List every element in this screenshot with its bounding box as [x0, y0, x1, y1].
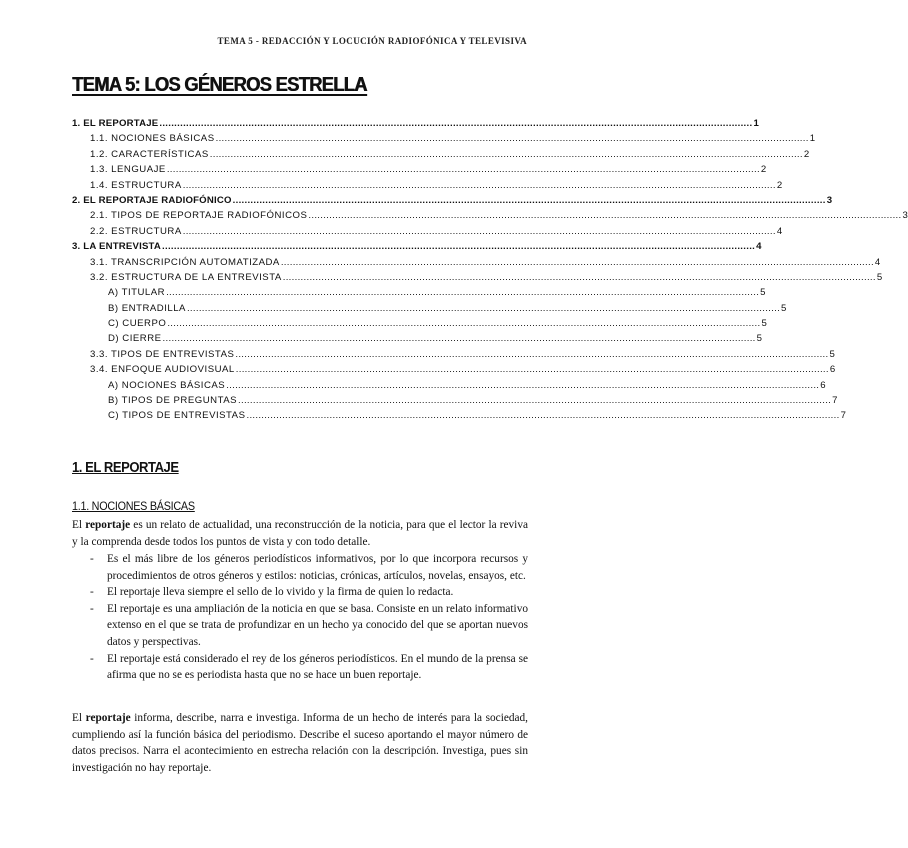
toc-page-number: 4 — [756, 241, 762, 253]
toc-entry-label: A) TITULAR — [108, 287, 166, 299]
toc-entry[interactable] — [72, 116, 759, 131]
toc-entry-label: C) TIPOS DE ENTREVISTAS — [108, 410, 246, 422]
toc-entry[interactable] — [72, 178, 783, 193]
table-of-contents — [72, 116, 908, 424]
toc-page-number: 6 — [829, 364, 836, 376]
section-heading: 1. EL REPORTAJE — [72, 460, 179, 476]
toc-page-number: 4 — [874, 256, 881, 268]
toc-entry-label: 1.4. ESTRUCTURA — [90, 179, 182, 191]
bullet-dash: - — [90, 553, 94, 565]
toc-entry[interactable] — [72, 347, 836, 362]
toc-page-number: 6 — [820, 379, 827, 391]
toc-entry[interactable] — [72, 285, 767, 300]
toc-entry-label: A) NOCIONES BÁSICAS — [108, 379, 226, 391]
toc-entry-label: 3.3. TIPOS DE ENTREVISTAS — [90, 348, 235, 360]
toc-page-number: 7 — [832, 395, 838, 407]
toc-entry-label: 3.4. ENFOQUE AUDIOVISUAL — [90, 364, 235, 376]
toc-entry-label: 2. EL REPORTAJE RADIOFÓNICO — [72, 194, 232, 206]
list-item — [72, 584, 528, 601]
bullet-dash: - — [90, 602, 94, 615]
toc-entry-label: 1.3. LENGUAJE — [90, 164, 166, 176]
toc-leader-dots: ........................................................................................................................................................................................................ — [186, 302, 781, 314]
toc-entry-label: 2.1. TIPOS DE REPORTAJE RADIOFÓNICOS — [90, 210, 308, 222]
toc-leader-dots: ........................................................................................................................................................................................................ — [182, 225, 776, 237]
intro-paragraph — [72, 517, 528, 550]
key-term: reportaje — [85, 519, 131, 531]
toc-entry[interactable] — [72, 255, 881, 270]
toc-entry-label: B) TIPOS DE PREGUNTAS — [108, 395, 238, 407]
list-item — [72, 601, 528, 651]
toc-entry-label: 2.2. ESTRUCTURA — [90, 225, 182, 237]
toc-page-number: 5 — [756, 333, 763, 345]
toc-entry-label: 1.1. NOCIONES BÁSICAS — [90, 133, 215, 145]
toc-leader-dots: ........................................................................................................................................................................................................ — [182, 179, 776, 191]
toc-page-number: 5 — [761, 318, 768, 330]
toc-page-number: 3 — [902, 210, 908, 222]
toc-page-number: 7 — [840, 410, 847, 422]
toc-entry[interactable] — [72, 301, 787, 316]
bullet-dash: - — [90, 652, 94, 665]
closing-paragraph — [72, 710, 528, 776]
toc-page-number: 2 — [760, 164, 767, 176]
text-run: El — [72, 519, 86, 531]
text-run: es un relato de actualidad, una reconstrucción de la noticia, para que el lector la reviva y la comprenda desde todos los puntos de vista y con todo detalle. — [72, 519, 528, 548]
toc-leader-dots: ........................................................................................................................................................................................................ — [162, 241, 756, 253]
toc-leader-dots: ........................................................................................................................................................................................................ — [238, 395, 832, 407]
toc-entry[interactable] — [72, 362, 836, 377]
toc-entry[interactable] — [72, 378, 827, 393]
list-item-text: El reportaje lleva siempre el sello de lo vivido y la firma de quien lo redacta. — [107, 586, 454, 599]
list-item-text: El reportaje está considerado el rey de los géneros periodísticos. En el mundo de la prensa se afirma que no se es periodista hasta que no se hace un buen reportaje. — [107, 652, 528, 682]
toc-entry[interactable] — [72, 147, 810, 162]
toc-entry[interactable] — [72, 393, 838, 408]
toc-entry[interactable] — [72, 224, 783, 239]
toc-page-number: 2 — [776, 179, 783, 191]
toc-page-number: 5 — [876, 271, 883, 283]
bullet-list — [72, 551, 528, 684]
toc-entry-label: 1. EL REPORTAJE — [72, 118, 159, 129]
toc-leader-dots: ........................................................................................................................................................................................................ — [166, 164, 760, 176]
running-header: TEMA 5 - REDACCIÓN Y LOCUCIÓN RADIOFÓNICA Y TELEVISIVA — [217, 36, 527, 46]
toc-entry[interactable] — [72, 193, 833, 208]
list-item-text: El reportaje es una ampliación de la noticia en que se basa. Consiste en un relato informativo extenso en el que se trata de profundizar en un hecho ya conocido del que se aportan nuevos datos y perspectivas. — [107, 602, 528, 648]
toc-leader-dots: ........................................................................................................................................................................................................ — [246, 410, 840, 422]
toc-entry-label: C) CUERPO — [108, 318, 167, 330]
toc-leader-dots: ........................................................................................................................................................................................................ — [235, 364, 829, 376]
toc-entry[interactable] — [72, 316, 768, 331]
toc-page-number: 4 — [776, 225, 783, 237]
toc-entry[interactable] — [72, 408, 847, 423]
toc-leader-dots: ........................................................................................................................................................................................................ — [282, 271, 876, 283]
document-title: TEMA 5: LOS GÉNEROS ESTRELLA — [72, 74, 367, 96]
toc-entry-label: 3.1. TRANSCRIPCIÓN AUTOMATIZADA — [90, 256, 280, 268]
toc-page-number: 5 — [781, 302, 787, 314]
toc-leader-dots: ........................................................................................................................................................................................................ — [215, 133, 809, 145]
toc-leader-dots: ........................................................................................................................................................................................................ — [209, 148, 803, 160]
bullet-dash: - — [90, 586, 94, 599]
list-item — [72, 551, 528, 584]
toc-entry[interactable] — [72, 208, 908, 223]
toc-entry-label: 3. LA ENTREVISTA — [72, 241, 162, 253]
toc-page-number: 1 — [753, 118, 759, 129]
toc-leader-dots: ........................................................................................................................................................................................................ — [166, 287, 760, 299]
toc-entry[interactable] — [72, 239, 762, 254]
text-run: informa, describe, narra e investiga. Informa de un hecho de interés para la sociedad, cumpliendo así la función básica del periodismo. Describe el suceso aportando el mayor número de datos precisos. Narra el acontecimiento en estrecha relación con la descripción. Investiga, pues sin investigación no hay reportaje. — [72, 712, 528, 774]
toc-page-number: 3 — [826, 194, 833, 206]
list-item-text: Es el más libre de los géneros periodísticos informativos, por lo que incorpora recursos y procedimientos de otros géneros y estilos: noticias, crónicas, artículos, novelas, ensayos, etc. — [107, 553, 528, 582]
toc-entry-label: B) ENTRADILLA — [108, 302, 186, 314]
toc-leader-dots: ........................................................................................................................................................................................................ — [280, 256, 874, 268]
toc-leader-dots: ........................................................................................................................................................................................................ — [167, 318, 761, 330]
toc-leader-dots: ........................................................................................................................................................................................................ — [162, 333, 756, 345]
toc-page-number: 5 — [829, 348, 836, 360]
toc-leader-dots: ........................................................................................................................................................................................................ — [235, 348, 829, 360]
toc-leader-dots: ........................................................................................................................................................................................................ — [226, 379, 820, 391]
toc-entry[interactable] — [72, 131, 816, 146]
toc-entry-label: 3.2. ESTRUCTURA DE LA ENTREVISTA — [90, 271, 282, 283]
toc-page-number: 2 — [803, 148, 810, 160]
toc-entry-label: D) CIERRE — [108, 333, 162, 345]
toc-leader-dots: ........................................................................................................................................................................................................ — [232, 194, 826, 206]
toc-entry[interactable] — [72, 270, 883, 285]
key-term: reportaje — [85, 712, 131, 724]
list-item — [72, 651, 528, 684]
toc-page-number: 5 — [760, 287, 767, 299]
toc-page-number: 1 — [809, 133, 816, 145]
toc-entry[interactable] — [72, 162, 767, 177]
toc-entry-label: 1.2. CARACTERÍSTICAS — [90, 148, 209, 160]
toc-leader-dots: ........................................................................................................................................................................................................ — [308, 210, 902, 222]
toc-leader-dots: ........................................................................................................................................................................................................ — [159, 118, 753, 129]
subsection-heading: 1.1. NOCIONES BÁSICAS — [72, 499, 195, 513]
text-run: El — [72, 712, 86, 724]
toc-entry[interactable] — [72, 331, 763, 346]
